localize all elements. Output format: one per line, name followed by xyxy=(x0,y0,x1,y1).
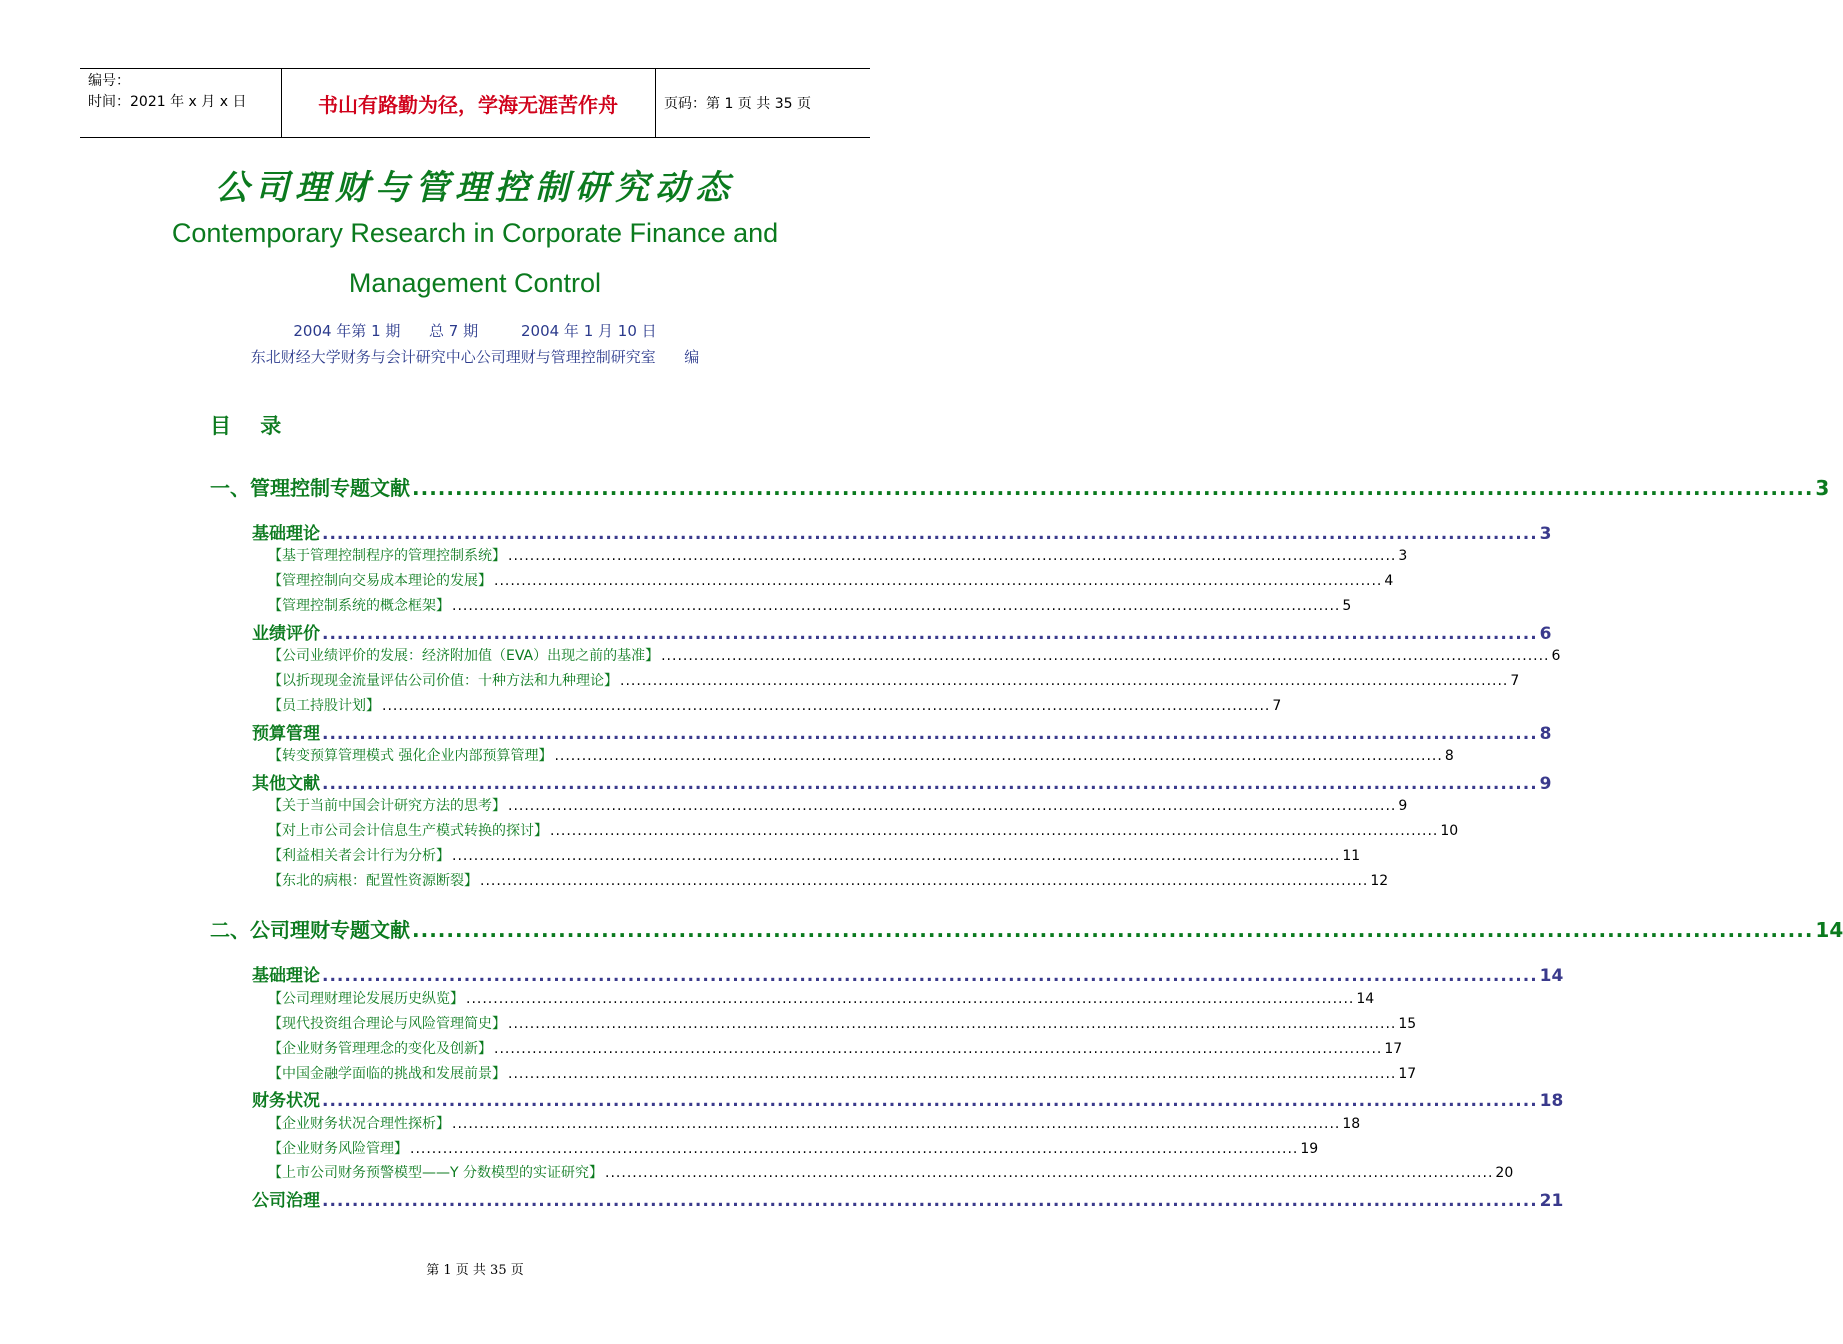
header-info xyxy=(88,71,246,113)
document-subtitle: Contemporary Research in Corporate Finance and Management Control xyxy=(171,218,779,298)
time-label: 时间：2021 年 x 月 x 日 xyxy=(88,94,247,110)
toc-leader: ................................................................................................................................................................... xyxy=(508,1066,1397,1082)
toc-label: 其他文献 xyxy=(252,774,320,794)
header-divider xyxy=(655,69,656,137)
toc-page: 3 xyxy=(1398,548,1408,564)
toc-leader: ................................................................................................................................................................... xyxy=(480,873,1369,889)
toc-label: 财务状况 xyxy=(252,1091,320,1111)
toc-category[interactable] xyxy=(252,769,1552,794)
toc-label: 【中国金融学面临的挑战和发展前景】 xyxy=(268,1066,506,1082)
toc-label: 【管理控制系统的概念框架】 xyxy=(268,598,450,614)
toc-leader: ................................................................................................................................................................... xyxy=(412,918,1814,942)
header-page-info: 页码：第 1 页 共 35 页 xyxy=(664,96,811,112)
toc-entry[interactable] xyxy=(268,988,1375,1008)
toc-label: 【企业财务风险管理】 xyxy=(268,1141,408,1157)
toc-leader: ................................................................................................................................................................... xyxy=(322,1191,1538,1211)
toc-page: 18 xyxy=(1342,1116,1361,1132)
toc-leader: ................................................................................................................................................................... xyxy=(322,966,1538,986)
toc-entry[interactable] xyxy=(268,1162,1514,1182)
toc-category[interactable] xyxy=(252,1186,1564,1211)
toc-page: 7 xyxy=(1272,698,1282,714)
toc-entry[interactable] xyxy=(268,1138,1319,1158)
toc-page: 5 xyxy=(1342,598,1352,614)
toc-label: 【现代投资组合理论与风险管理简史】 xyxy=(268,1016,506,1032)
toc-page: 12 xyxy=(1370,873,1389,889)
toc-leader: ................................................................................................................................................................... xyxy=(550,823,1439,839)
toc-label: 业绩评价 xyxy=(252,624,320,644)
toc-label: 公司治理 xyxy=(252,1191,320,1211)
toc-page: 20 xyxy=(1495,1165,1514,1181)
toc-entry[interactable] xyxy=(268,745,1454,765)
toc-label: 基础理论 xyxy=(252,966,320,986)
toc-entry[interactable] xyxy=(268,1013,1417,1033)
toc-label: 【员工持股计划】 xyxy=(268,698,380,714)
toc-leader: ................................................................................................................................................................... xyxy=(661,648,1550,664)
toc-leader: ................................................................................................................................................................... xyxy=(466,991,1355,1007)
toc-label: 基础理论 xyxy=(252,524,320,544)
toc-page: 3 xyxy=(1815,476,1830,500)
toc-category[interactable] xyxy=(252,619,1552,644)
toc-page: 17 xyxy=(1384,1041,1403,1057)
toc-label: 【基于管理控制程序的管理控制系统】 xyxy=(268,548,506,564)
toc-page: 17 xyxy=(1398,1066,1417,1082)
toc-entry[interactable] xyxy=(268,670,1520,690)
toc-leader: ................................................................................................................................................................... xyxy=(452,1116,1341,1132)
toc-label: 【上市公司财务预警模型——Y 分数模型的实证研究】 xyxy=(268,1165,604,1181)
header-motto: 书山有路勤为径，学海无涯苦作舟 xyxy=(318,92,618,117)
toc-label: 【对上市公司会计信息生产模式转换的探讨】 xyxy=(268,823,548,839)
toc-label: 【东北的病根：配置性资源断裂】 xyxy=(268,873,478,889)
toc-leader: ................................................................................................................................................................... xyxy=(605,1165,1494,1181)
toc-entry[interactable] xyxy=(268,1113,1361,1133)
toc-leader: ................................................................................................................................................................... xyxy=(412,476,1814,500)
toc-entry[interactable] xyxy=(268,645,1561,665)
toc-leader: ................................................................................................................................................................... xyxy=(554,748,1443,764)
toc-page: 14 xyxy=(1356,991,1375,1007)
toc-label: 【关于当前中国会计研究方法的思考】 xyxy=(268,798,506,814)
toc-section[interactable] xyxy=(210,914,1843,943)
toc-leader: ................................................................................................................................................................... xyxy=(494,1041,1383,1057)
toc-label: 【公司业绩评价的发展：经济附加值（EVA）出现之前的基准】 xyxy=(268,648,660,664)
toc-label: 【管理控制向交易成本理论的发展】 xyxy=(268,573,492,589)
issue-line: 2004 年第 1 期 总 7 期 2004 年 1 月 10 日 xyxy=(293,322,657,340)
document-title: 公司理财与管理控制研究动态 xyxy=(215,168,735,208)
toc-leader: ................................................................................................................................................................... xyxy=(452,848,1341,864)
toc-leader: ................................................................................................................................................................... xyxy=(452,598,1341,614)
toc-leader: ................................................................................................................................................................... xyxy=(508,798,1397,814)
toc-page: 7 xyxy=(1510,673,1520,689)
toc-entry[interactable] xyxy=(268,545,1408,565)
toc-page: 3 xyxy=(1539,524,1552,544)
toc-label: 【企业财务状况合理性探析】 xyxy=(268,1116,450,1132)
toc-leader: ................................................................................................................................................................... xyxy=(508,548,1397,564)
toc-page: 15 xyxy=(1398,1016,1417,1032)
toc-section[interactable] xyxy=(210,472,1830,501)
toc-page: 21 xyxy=(1539,1191,1564,1211)
toc-leader: ................................................................................................................................................................... xyxy=(322,524,1538,544)
toc-page: 11 xyxy=(1342,848,1361,864)
page-header xyxy=(80,68,870,138)
toc-leader: ................................................................................................................................................................... xyxy=(382,698,1271,714)
toc-page: 6 xyxy=(1551,648,1561,664)
toc-label: 【企业财务管理理念的变化及创新】 xyxy=(268,1041,492,1057)
toc-entry[interactable] xyxy=(268,795,1408,815)
toc-entry[interactable] xyxy=(268,595,1352,615)
toc-page: 14 xyxy=(1539,966,1564,986)
toc-entry[interactable] xyxy=(268,820,1459,840)
toc-entry[interactable] xyxy=(268,1063,1417,1083)
toc-page: 9 xyxy=(1539,774,1552,794)
toc-entry[interactable] xyxy=(268,1038,1403,1058)
toc-label: 一、管理控制专题文献 xyxy=(210,476,410,500)
toc-page: 6 xyxy=(1539,624,1552,644)
toc-entry[interactable] xyxy=(268,845,1361,865)
toc-category[interactable] xyxy=(252,519,1552,544)
toc-heading: 目 录 xyxy=(210,414,282,438)
toc-label: 预算管理 xyxy=(252,724,320,744)
toc-page: 4 xyxy=(1384,573,1394,589)
toc-page: 19 xyxy=(1300,1141,1319,1157)
toc-leader: ................................................................................................................................................................... xyxy=(494,573,1383,589)
toc-category[interactable] xyxy=(252,961,1564,986)
toc-entry[interactable] xyxy=(268,570,1394,590)
toc-leader: ................................................................................................................................................................... xyxy=(322,774,1538,794)
toc-label: 【利益相关者会计行为分析】 xyxy=(268,848,450,864)
editor-line: 东北财经大学财务与会计研究中心公司理财与管理控制研究室 编 xyxy=(250,348,700,366)
toc-leader: ................................................................................................................................................................... xyxy=(620,673,1509,689)
code-label: 编号： xyxy=(88,73,130,89)
toc-leader: ................................................................................................................................................................... xyxy=(322,624,1538,644)
toc-category[interactable] xyxy=(252,719,1552,744)
toc-page: 18 xyxy=(1539,1091,1564,1111)
toc-label: 二、公司理财专题文献 xyxy=(210,918,410,942)
toc-label: 【以折现现金流量评估公司价值：十种方法和九种理论】 xyxy=(268,673,618,689)
toc-page: 8 xyxy=(1539,724,1552,744)
toc-leader: ................................................................................................................................................................... xyxy=(410,1141,1299,1157)
toc-page: 8 xyxy=(1444,748,1454,764)
toc-label: 【公司理财理论发展历史纵览】 xyxy=(268,991,464,1007)
toc-leader: ................................................................................................................................................................... xyxy=(322,724,1538,744)
toc-category[interactable] xyxy=(252,1086,1564,1111)
toc-page: 10 xyxy=(1440,823,1459,839)
page-footer: 第 1 页 共 35 页 xyxy=(426,1263,524,1278)
toc-entry[interactable] xyxy=(268,870,1389,890)
toc-entry[interactable] xyxy=(268,695,1282,715)
toc-page: 14 xyxy=(1815,918,1843,942)
toc-leader: ................................................................................................................................................................... xyxy=(322,1091,1538,1111)
toc-page: 9 xyxy=(1398,798,1408,814)
toc-label: 【转变预算管理模式 强化企业内部预算管理】 xyxy=(268,748,553,764)
toc-leader: ................................................................................................................................................................... xyxy=(508,1016,1397,1032)
